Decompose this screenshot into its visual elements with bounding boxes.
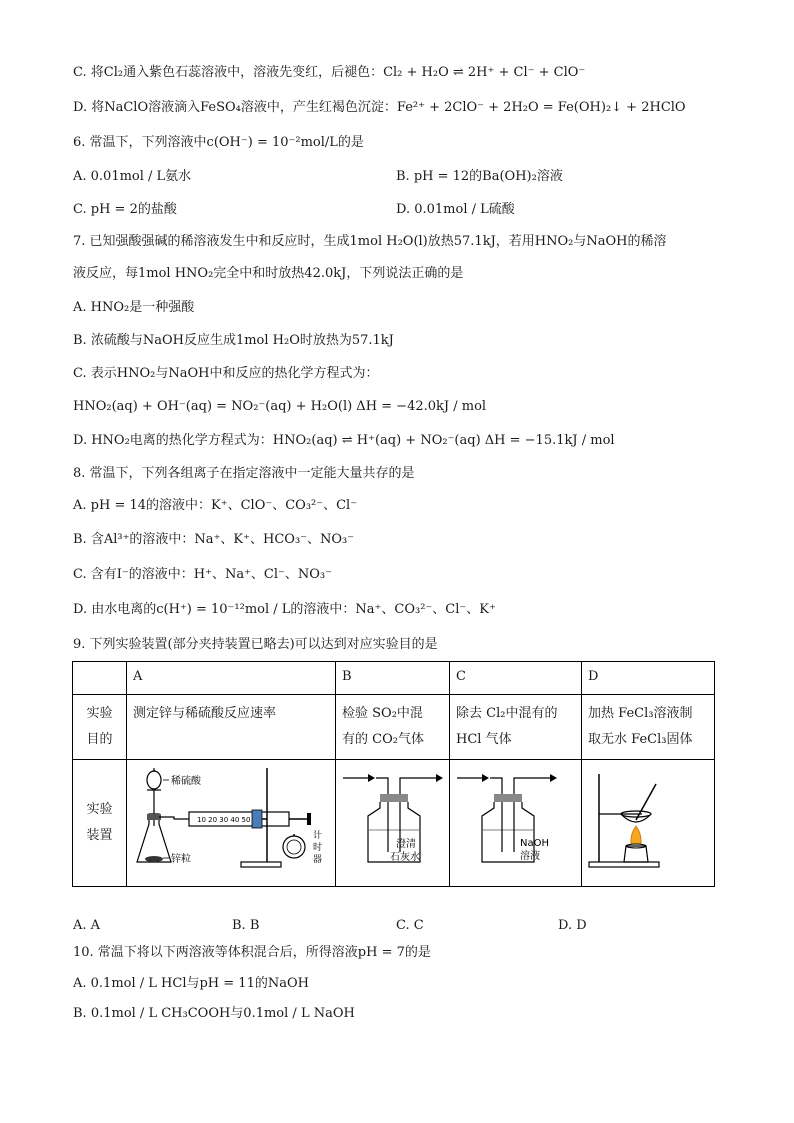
table-header-row <box>73 662 715 695</box>
q9-option-c: C. C <box>396 918 424 933</box>
purpose-c: 除去 Cl₂中混有的 HCl 气体 <box>450 695 582 760</box>
purpose-d: 加热 FeCl₃溶液制 取无水 FeCl₃固体 <box>582 695 715 760</box>
q6-option-a: A. 0.01mol / L氨水 <box>73 169 192 184</box>
q10-option-a: A. 0.1mol / L HCl与pH = 11的NaOH <box>73 976 309 991</box>
table-header-b: B <box>336 662 450 695</box>
zinc-granules-icon <box>145 856 163 862</box>
q6-option-c: C. pH = 2的盐酸 <box>73 202 177 217</box>
timer-icon <box>283 836 305 858</box>
q5-option-c: C. 将Cl₂通入紫色石蕊溶液中，溶液先变红，后褪色：Cl₂ + H₂O ⇌ 2H⁺ + Cl⁻ + ClO⁻ <box>73 65 586 80</box>
q7-stem-line1: 7. 已知强酸强碱的稀溶液发生中和反应时，生成1mol H₂O(l)放热57.1kJ，若用HNO₂与NaOH的稀溶 <box>73 234 667 249</box>
q8-option-b: B. 含Al³⁺的溶液中：Na⁺、K⁺、HCO₃⁻、NO₃⁻ <box>73 532 355 547</box>
q8-option-a: A. pH = 14的溶液中：K⁺、ClO⁻、CO₃²⁻、Cl⁻ <box>73 498 358 513</box>
clamp-icon <box>252 810 262 828</box>
svg-text:溶液: 溶液 <box>520 851 540 862</box>
q6-option-b: B. pH = 12的Ba(OH)₂溶液 <box>396 169 563 184</box>
table-purpose-row <box>73 695 715 760</box>
apparatus-row-label: 实验 装置 <box>73 760 127 887</box>
q6-stem: 6. 常温下，下列溶液中c(OH⁻) = 10⁻²mol/L的是 <box>73 135 364 150</box>
table-header-d: D <box>582 662 715 695</box>
q7-option-d: D. HNO₂电离的热化学方程式为：HNO₂(aq) ⇌ H⁺(aq) + NO₂⁻(aq) ΔH = −15.1kJ / mol <box>73 433 615 448</box>
q9-option-b: B. B <box>232 918 260 933</box>
purpose-row-label: 实验 目的 <box>73 695 127 760</box>
svg-text:计: 计 <box>313 831 323 841</box>
dropping-funnel-icon <box>147 771 161 789</box>
q7-option-c: C. 表示HNO₂与NaOH中和反应的热化学方程式为： <box>73 366 379 381</box>
svg-text:NaOH: NaOH <box>520 838 549 849</box>
table-header-a: A <box>127 662 336 695</box>
q9-option-d: D. D <box>558 918 587 933</box>
q5-option-d: D. 将NaClO溶液滴入FeSO₄溶液中，产生红褐色沉淀：Fe²⁺ + 2ClO⁻ + 2H₂O = Fe(OH)₂↓ + 2HClO <box>73 100 686 115</box>
glass-rod-icon <box>636 784 656 820</box>
purpose-b: 检验 SO₂中混 有的 CO₂气体 <box>336 695 450 760</box>
svg-text:锌粒: 锌粒 <box>171 854 191 865</box>
apparatus-c-diagram <box>452 762 580 874</box>
apparatus-a-diagram <box>129 762 334 874</box>
q8-option-d: D. 由水电离的c(H⁺) = 10⁻¹²mol / L的溶液中：Na⁺、CO₃²⁻、Cl⁻、K⁺ <box>73 602 496 617</box>
apparatus-d <box>582 760 715 887</box>
q8-stem: 8. 常温下，下列各组离子在指定溶液中一定能大量共存的是 <box>73 466 415 481</box>
apparatus-b-diagram <box>338 762 448 874</box>
svg-text:稀硫酸: 稀硫酸 <box>171 776 201 787</box>
q7-option-a: A. HNO₂是一种强酸 <box>73 300 195 315</box>
q7-stem-line2: 液反应，每1mol HNO₂完全中和时放热42.0kJ，下列说法正确的是 <box>73 266 464 281</box>
table-apparatus-row <box>73 760 715 887</box>
flame-icon <box>631 826 641 844</box>
q10-stem: 10. 常温下将以下两溶液等体积混合后，所得溶液pH = 7的是 <box>73 945 431 960</box>
apparatus-d-diagram <box>584 762 712 874</box>
q7-option-c-equation: HNO₂(aq) + OH⁻(aq) = NO₂⁻(aq) + H₂O(l) ΔH = −42.0kJ / mol <box>73 399 487 414</box>
svg-text:澄清: 澄清 <box>396 839 416 850</box>
q7-option-b: B. 浓硫酸与NaOH反应生成1mol H₂O时放热为57.1kJ <box>73 333 394 348</box>
apparatus-c <box>450 760 582 887</box>
purpose-a: 测定锌与稀硫酸反应速率 <box>127 695 336 760</box>
svg-text:器: 器 <box>313 855 323 865</box>
table-corner-cell <box>73 662 127 695</box>
q9-stem: 9. 下列实验装置(部分夹持装置已略去)可以达到对应实验目的是 <box>73 637 438 652</box>
q8-option-c: C. 含有I⁻的溶液中：H⁺、Na⁺、Cl⁻、NO₃⁻ <box>73 567 333 582</box>
q9-option-a: A. A <box>73 918 101 933</box>
experiment-table <box>72 661 715 887</box>
apparatus-b <box>336 760 450 887</box>
svg-text:时: 时 <box>313 843 323 853</box>
apparatus-a <box>127 760 336 887</box>
svg-text:石灰水: 石灰水 <box>390 852 420 863</box>
svg-text:10 20 30 40 50: 10 20 30 40 50 <box>197 816 251 824</box>
q10-option-b: B. 0.1mol / L CH₃COOH与0.1mol / L NaOH <box>73 1006 355 1021</box>
q6-option-d: D. 0.01mol / L硫酸 <box>396 202 515 217</box>
table-header-c: C <box>450 662 582 695</box>
